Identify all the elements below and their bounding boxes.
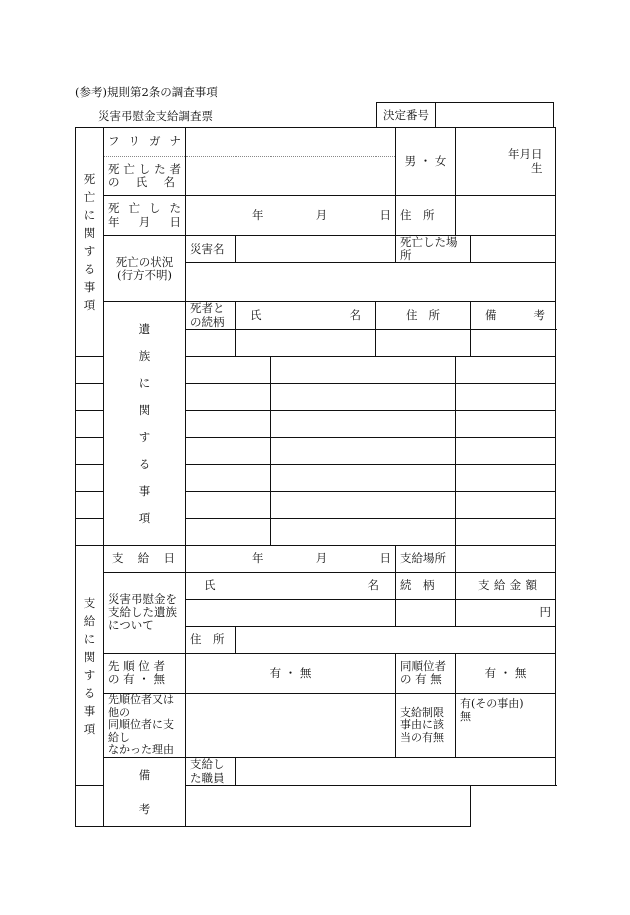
- family-name-cell[interactable]: [186, 356, 271, 383]
- same-rank-select[interactable]: 有 ・ 無: [456, 653, 556, 693]
- staff-field[interactable]: [236, 758, 556, 786]
- disaster-name-field[interactable]: [236, 236, 396, 263]
- decision-number-field[interactable]: [436, 103, 553, 127]
- payee-name-field[interactable]: [186, 599, 396, 626]
- non-payment-reason-field[interactable]: [186, 693, 396, 757]
- deceased-name-label: 死 亡 し た 者 の 氏 名: [104, 157, 186, 196]
- family-remarks-cell[interactable]: [456, 410, 556, 437]
- payee-address-label: 住 所: [186, 626, 236, 653]
- form-title: 災害弔慰金支給調査票: [98, 109, 213, 123]
- family-name-cell[interactable]: [186, 464, 271, 491]
- family-name-cell[interactable]: [186, 437, 271, 464]
- family-relation-cell[interactable]: [76, 383, 104, 410]
- family-relation-cell[interactable]: [76, 491, 104, 518]
- family-remarks-cell[interactable]: [456, 383, 556, 410]
- family-relation-cell[interactable]: [76, 356, 104, 383]
- family-remarks-cell[interactable]: [456, 356, 556, 383]
- family-relation-cell[interactable]: [76, 464, 104, 491]
- survey-form-table: [75, 127, 556, 827]
- family-relation-cell[interactable]: [76, 518, 104, 545]
- family-address-cell[interactable]: [271, 356, 456, 383]
- family-address-cell[interactable]: [271, 491, 456, 518]
- family-address-header: 住 所: [376, 302, 471, 329]
- furigana-label: フ リ ガ ナ: [104, 128, 186, 157]
- family-address-cell[interactable]: [271, 518, 456, 545]
- death-address-field[interactable]: [456, 196, 556, 236]
- payee-relation-header: 続 柄: [396, 572, 456, 599]
- payment-place-field[interactable]: [456, 545, 556, 572]
- family-address-cell[interactable]: [271, 410, 456, 437]
- family-address-cell[interactable]: [271, 464, 456, 491]
- payment-date-field[interactable]: 年 月 日: [186, 545, 396, 572]
- restriction-field[interactable]: 有(その事由) 無: [456, 693, 556, 757]
- family-name-cell[interactable]: [186, 383, 271, 410]
- family-remarks-header: 備 考: [471, 302, 556, 329]
- family-remarks-cell[interactable]: [456, 437, 556, 464]
- senior-rank-label: 先 順 位 者 の 有 ・ 無: [104, 653, 186, 693]
- family-name-cell[interactable]: [186, 491, 271, 518]
- deceased-name-field[interactable]: [186, 157, 396, 196]
- death-section-label: 死 亡 に 関 す る 事 項: [76, 128, 104, 357]
- family-address-cell[interactable]: [271, 383, 456, 410]
- payment-date-label: 支 給 日: [104, 545, 186, 572]
- family-section-label: 遺 族 に 関 す る 事 項: [104, 302, 186, 545]
- same-rank-label: 同順位者 の 有 無: [396, 653, 456, 693]
- decision-number-label: 決定番号: [377, 103, 436, 127]
- decision-number-box: [376, 102, 554, 128]
- payment-amount-field[interactable]: 円: [456, 599, 556, 626]
- death-place-label: 死亡した場所: [396, 236, 471, 263]
- family-relation-cell[interactable]: [76, 410, 104, 437]
- non-payment-reason-label: 先順位者又は他の 同順位者に支給し なかった理由: [104, 693, 186, 757]
- death-address-label: 住 所: [396, 196, 456, 236]
- remarks-section-label: 備 考: [104, 758, 186, 827]
- birth-date-field[interactable]: 年 月 日生: [456, 128, 556, 196]
- death-status-label: 死亡の状況 (行方不明): [104, 236, 186, 302]
- staff-label: 支給した職員: [186, 758, 236, 786]
- death-date-field[interactable]: 年 月 日: [186, 196, 396, 236]
- death-place-field[interactable]: [471, 236, 556, 263]
- payee-relation-field[interactable]: [396, 599, 456, 626]
- payee-name-header: 氏 名: [186, 572, 396, 599]
- family-relation-cell[interactable]: [186, 329, 236, 356]
- reference-note: (参考)規則第2条の調査事項: [75, 85, 218, 99]
- family-remarks-cell[interactable]: [471, 329, 556, 356]
- family-name-cell[interactable]: [236, 329, 376, 356]
- senior-rank-select[interactable]: 有 ・ 無: [186, 653, 396, 693]
- family-address-cell[interactable]: [271, 437, 456, 464]
- family-relation-header: 死者との続柄: [186, 302, 236, 329]
- death-status-field[interactable]: [186, 263, 556, 302]
- payment-place-label: 支給場所: [396, 545, 456, 572]
- family-remarks-cell[interactable]: [456, 491, 556, 518]
- death-date-label: 死 亡 し た 年 月 日: [104, 196, 186, 236]
- family-remarks-cell[interactable]: [456, 518, 556, 545]
- disaster-name-label: 災害名: [186, 236, 236, 263]
- gender-select[interactable]: 男 ・ 女: [396, 128, 456, 196]
- restriction-label: 支給制限 事由に該 当の有無: [396, 693, 456, 757]
- remarks-field[interactable]: [76, 786, 471, 827]
- family-name-cell[interactable]: [186, 518, 271, 545]
- family-name-header: 氏 名: [236, 302, 376, 329]
- paid-family-label: 災害弔慰金を 支給した遺族 について: [104, 572, 186, 653]
- payment-amount-header: 支 給 金 額: [456, 572, 556, 599]
- family-name-cell[interactable]: [186, 410, 271, 437]
- payee-address-field[interactable]: [236, 626, 556, 653]
- payment-section-label: 支 給 に 関 す る 事 項: [76, 545, 104, 785]
- family-address-cell[interactable]: [376, 329, 471, 356]
- family-remarks-cell[interactable]: [456, 464, 556, 491]
- furigana-field[interactable]: [186, 128, 396, 157]
- family-relation-cell[interactable]: [76, 437, 104, 464]
